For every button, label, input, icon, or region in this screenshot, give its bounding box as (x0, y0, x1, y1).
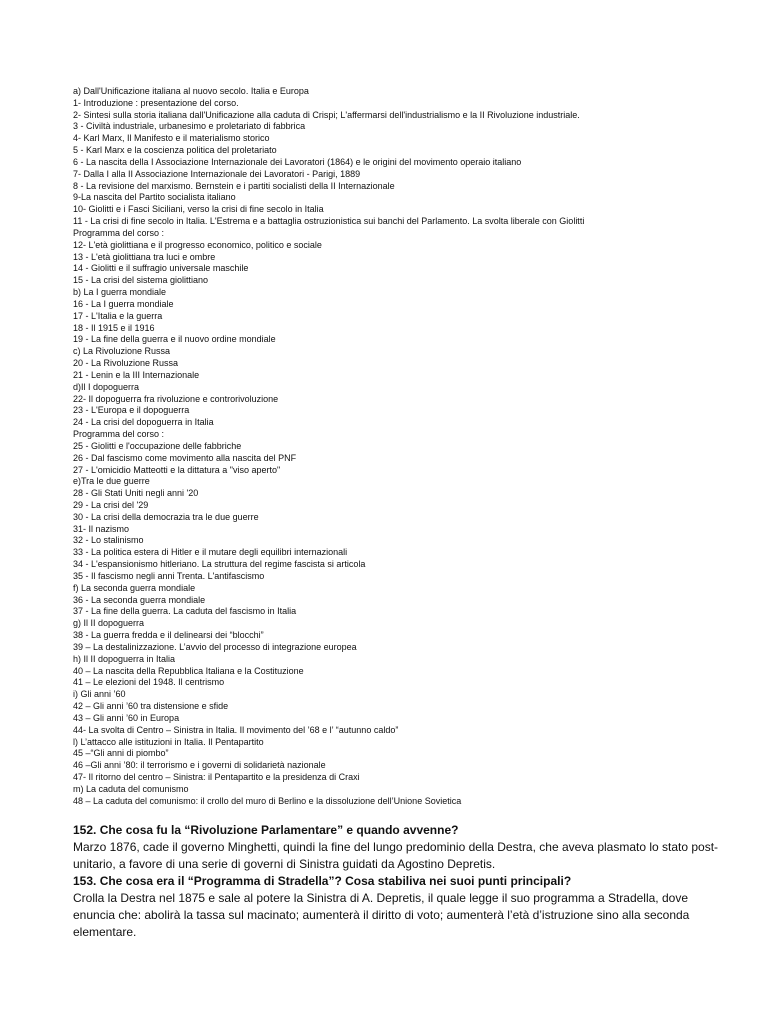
outline-line: 24 - La crisi del dopoguerra in Italia (73, 417, 214, 428)
outline-line: 42 – Gli anni ’60 tra distensione e sfide (73, 701, 229, 712)
question-answer-section (73, 822, 723, 941)
outline-line: 29 - La crisi del '29 (73, 499, 149, 510)
outline-line: 23 - L'Europa e il dopoguerra (73, 405, 190, 416)
outline-line: f) La seconda guerra mondiale (73, 582, 196, 593)
answer-text: Marzo 1876, cade il governo Minghetti, quindi la fine del lungo predominio della Destra, che aveva plasmato lo stato post-unitario, a favore di una serie di governi di Sinistra guidati da Agostino Depretis. (73, 840, 719, 871)
outline-line: 43 – Gli anni ’60 in Europa (73, 712, 180, 723)
outline-line: 34 - L'espansionismo hitleriano. La struttura del regime fascista si articola (73, 559, 366, 570)
outline-line: 10- Giolitti e i Fasci Siciliani, verso la crisi di fine secolo in Italia (73, 204, 324, 215)
outline-line: 4- Karl Marx, Il Manifesto e il materialismo storico (73, 133, 270, 144)
outline-line: 25 - Giolitti e l'occupazione delle fabbriche (73, 440, 242, 451)
outline-line: b) La I guerra mondiale (73, 287, 167, 298)
outline-line: 3 - Civiltà industriale, urbanesimo e proletariato di fabbrica (73, 121, 306, 132)
outline-line: 40 – La nascita della Repubblica Italiana e la Costituzione (73, 665, 304, 676)
question-heading: 153. Che cosa era il “Programma di Stradella”? Cosa stabiliva nei suoi punti principali? (73, 874, 572, 888)
outline-line: 31- Il nazismo (73, 523, 130, 534)
outline-line: i) Gli anni ’60 (73, 689, 126, 700)
outline-line: 35 - Il fascismo negli anni Trenta. L'antifascismo (73, 570, 265, 581)
outline-line: e)Tra le due guerre (73, 476, 150, 487)
outline-line: 46 –Gli anni ’80: il terrorismo e i governi di solidarietà nazionale (73, 760, 326, 771)
outline-line: 27 - L'omicidio Matteotti e la dittatura a "viso aperto" (73, 464, 281, 475)
question-heading: 152. Che cosa fu la “Rivoluzione Parlamentare” e quando avvenne? (73, 823, 459, 837)
outline-line: g) Il II dopoguerra (73, 618, 145, 629)
outline-line: 41 – Le elezioni del 1948. Il centrismo (73, 677, 225, 688)
outline-line: 39 – La destalinizzazione. L’avvio del processo di integrazione europea (73, 641, 357, 652)
outline-line: 19 - La fine della guerra e il nuovo ordine mondiale (73, 334, 276, 345)
outline-line: 15 - La crisi del sistema giolittiano (73, 275, 209, 286)
outline-line: 12- L'età giolittiana e il progresso economico, politico e sociale (73, 239, 322, 250)
outline-line: 20 - La Rivoluzione Russa (73, 358, 179, 369)
outline-line: 48 – La caduta del comunismo: il crollo del muro di Berlino e la dissoluzione dell’Unione Sovietica (73, 795, 462, 806)
outline-line: 44- La svolta di Centro – Sinistra in Italia. Il movimento del ’68 e l’ “autunno caldo” (73, 724, 399, 735)
outline-line: 8 - La revisione del marxismo. Bernstein e i partiti socialisti della II Internazionale (73, 180, 395, 191)
outline-line: 16 - La I guerra mondiale (73, 298, 174, 309)
outline-line: 28 - Gli Stati Uniti negli anni '20 (73, 488, 199, 499)
outline-line: 38 - La guerra fredda e il delinearsi dei “blocchi” (73, 630, 264, 641)
outline-line: 14 - Giolitti e il suffragio universale maschile (73, 263, 249, 274)
outline-line: c) La Rivoluzione Russa (73, 346, 171, 357)
outline-line: 5 - Karl Marx e la coscienza politica del proletariato (73, 145, 277, 156)
outline-line: 47- Il ritorno del centro – Sinistra: il Pentapartito e la presidenza di Craxi (73, 772, 360, 783)
outline-line: 22- Il dopoguerra fra rivoluzione e controrivoluzione (73, 393, 279, 404)
outline-line: 18 - Il 1915 e il 1916 (73, 322, 155, 333)
outline-line: h) Il II dopoguerra in Italia (73, 653, 176, 664)
outline-line: 26 - Dal fascismo come movimento alla nascita del PNF (73, 452, 297, 463)
outline-line: 37 - La fine della guerra. La caduta del fascismo in Italia (73, 606, 297, 617)
outline-line: 6 - La nascita della I Associazione Internazionale dei Lavoratori (1864) e le origini del movimento operaio italiano (73, 156, 522, 167)
outline-line: 1- Introduzione : presentazione del corso. (73, 97, 239, 108)
outline-line: 9-La nascita del Partito socialista italiano (73, 192, 236, 203)
outline-line: Programma del corso : (73, 227, 165, 238)
answer-text: Crolla la Destra nel 1875 e sale al potere la Sinistra di A. Depretis, il quale legge il suo programma a Stradella, dove enuncia che: abolirà la tassa sul macinato; aumenterà il diritto di voto; aumenterà l’età d’istruzione sino alla seconda elementare. (73, 891, 690, 939)
outline-line: 17 - L'Italia e la guerra (73, 310, 163, 321)
outline-line: 11 - La crisi di fine secolo in Italia. L'Estrema e a battaglia ostruzionistica sui banchi del Parlamento. La svolta liberale con Giolitti (73, 216, 585, 227)
outline-line: 33 - La politica estera di Hitler e il mutare degli equilibri internazionali (73, 547, 348, 558)
outline-line: d)Il I dopoguerra (73, 381, 140, 392)
outline-line: 13 - L'età giolittiana tra luci e ombre (73, 251, 216, 262)
outline-line: 32 - Lo stalinismo (73, 535, 144, 546)
outline-line: 30 - La crisi della democrazia tra le due guerre (73, 511, 259, 522)
outline-line: Programma del corso : (73, 429, 165, 440)
outline-line: l) L’attacco alle istituzioni in Italia. Il Pentapartito (73, 736, 264, 747)
outline-line: 7- Dalla I alla II Associazione Internazionale dei Lavoratori - Parigi, 1889 (73, 168, 361, 179)
outline-line: m) La caduta del comunismo (73, 783, 189, 794)
outline-line: a) Dall'Unificazione italiana al nuovo secolo. Italia e Europa (73, 86, 309, 96)
course-outline (73, 86, 753, 808)
outline-line: 21 - Lenin e la III Internazionale (73, 369, 200, 380)
outline-line: 2- Sintesi sulla storia italiana dall'Unificazione alla caduta di Crispi; L'affermarsi dell'industrialismo e la II Rivoluzione industriale. (73, 109, 580, 120)
outline-line: 36 - La seconda guerra mondiale (73, 594, 206, 605)
outline-line: 45 –“Gli anni di piombo” (73, 748, 169, 759)
